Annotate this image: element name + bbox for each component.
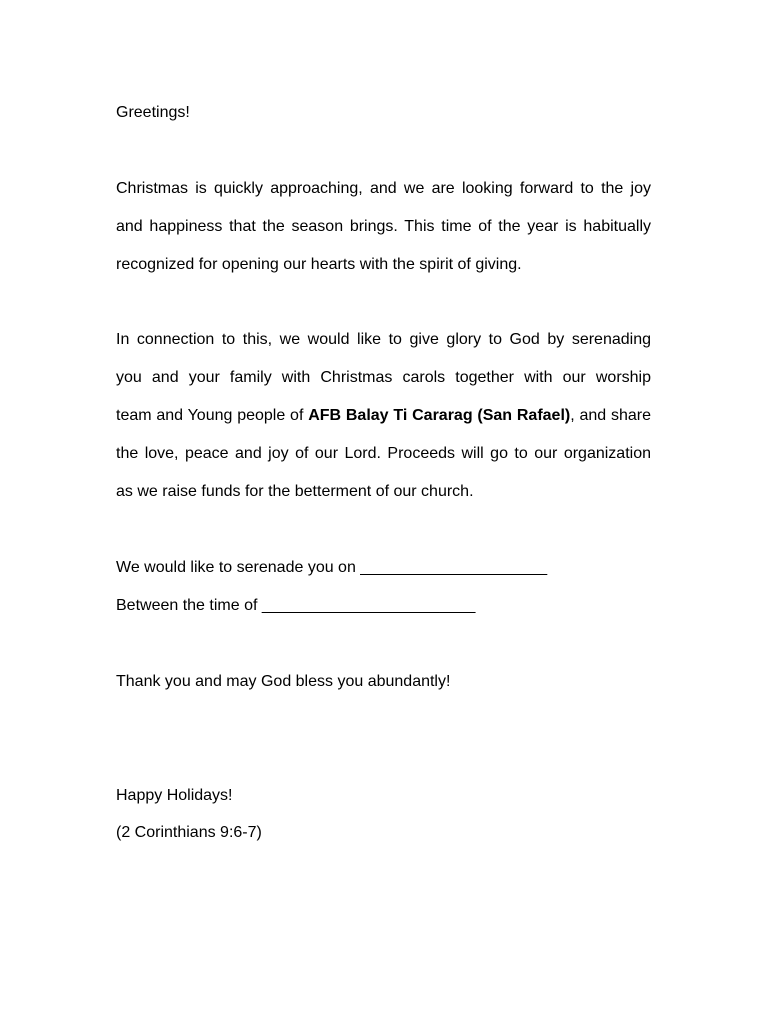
paragraph-line: as we raise funds for the betterment of our church. bbox=[116, 483, 474, 500]
paragraph-line: the love, peace and joy of our Lord. Proceeds will go to our organization bbox=[116, 445, 651, 462]
line-text-after: , and share bbox=[570, 407, 651, 424]
paragraph-line: Christmas is quickly approaching, and we are looking forward to the joy bbox=[116, 180, 651, 197]
paragraph-serenade-details bbox=[116, 321, 651, 511]
bible-verse-reference: (2 Corinthians 9:6-7) bbox=[116, 824, 262, 841]
greeting-line: Greetings! bbox=[116, 104, 190, 121]
paragraph-line: you and your family with Christmas carols together with our worship bbox=[116, 369, 651, 386]
serenade-date-line: We would like to serenade you on _____________________ bbox=[116, 559, 548, 576]
paragraph-line: and happiness that the season brings. This time of the year is habitually bbox=[116, 218, 651, 235]
paragraph-line: In connection to this, we would like to give glory to God by serenading bbox=[116, 331, 651, 348]
closing-line: Happy Holidays! bbox=[116, 787, 233, 804]
serenade-time-line: Between the time of ________________________ bbox=[116, 597, 476, 614]
paragraph-christmas-intro bbox=[116, 170, 651, 284]
line-text-before: team and Young people of bbox=[116, 407, 309, 424]
organization-name: AFB Balay Ti Cararag (San Rafael) bbox=[308, 407, 571, 424]
paragraph-line: recognized for opening our hearts with the spirit of giving. bbox=[116, 256, 522, 273]
paragraph-line-with-organization bbox=[116, 397, 651, 435]
thanks-line: Thank you and may God bless you abundantly! bbox=[116, 673, 451, 690]
